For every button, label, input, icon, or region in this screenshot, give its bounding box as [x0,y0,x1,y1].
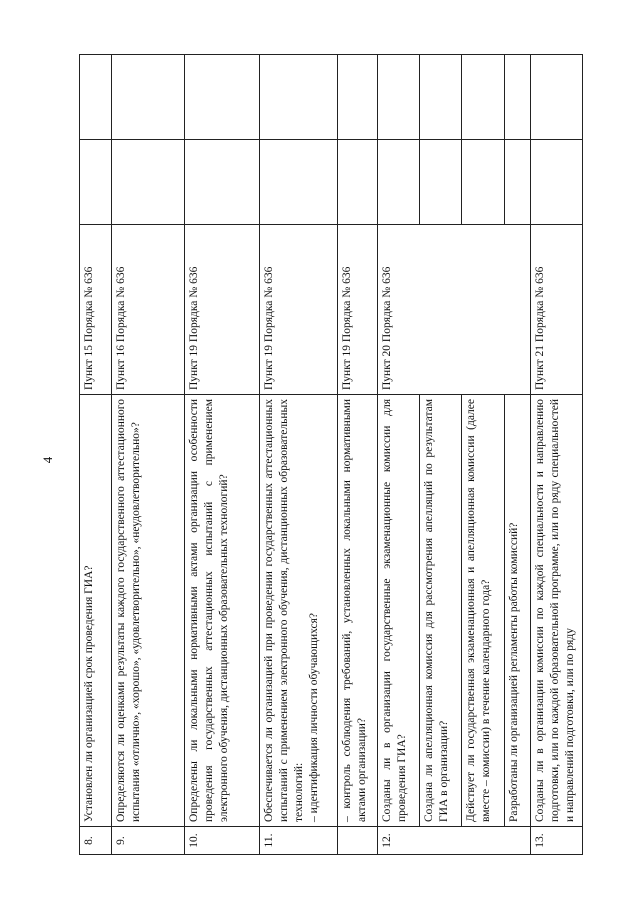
checklist-table [79,54,583,855]
answer-cell [505,140,531,225]
comment-cell [531,55,583,140]
comment-cell [260,55,338,140]
answer-cell [462,140,505,225]
answer-cell [185,140,260,225]
reference-cell: Пункт 21 Порядка № 636 [531,225,583,395]
reference-cell: Пункт 19 Порядка № 636 [260,225,338,395]
row-number: 8. [80,827,112,855]
question-cell: Действует ли государственная экзаменационная и апелляционная комиссии (далее вместе – комиссии) в течение календарного года? [462,395,505,827]
answer-cell [338,140,378,225]
reference-cell: Пункт 16 Порядка № 636 [112,225,185,395]
question-cell: Определены ли локальными нормативными актами организации особенности проведения государственных аттестационных испытаний с применением электронного обучения, дистанционных образовательных технологий? [185,395,260,827]
reference-cell: Пункт 19 Порядка № 636 [185,225,260,395]
table-row [462,55,505,855]
table-row [185,55,260,855]
comment-cell [420,55,462,140]
row-number: 10. [185,827,260,855]
question-cell: Определяются ли оценками результаты каждого государственного аттестационного испытания «отлично», «хорошо», «удовлетворительно», «неудовлетворительно»? [112,395,185,827]
answer-cell [112,140,185,225]
reference-cell: Пункт 15 Порядка № 636 [80,225,112,395]
table-row [338,55,378,855]
comment-cell [185,55,260,140]
question-cell [260,395,338,827]
table-row [80,55,112,855]
comment-cell [505,55,531,140]
comment-cell [338,55,378,140]
row-number: 11. [260,827,338,855]
question-cell: Установлен ли организацией срок проведения ГИА? [80,395,112,827]
answer-cell [80,140,112,225]
question-cell: Создана ли апелляционная комиссия для рассмотрения апелляций по результатам ГИА в организации? [420,395,462,827]
table-row [260,55,338,855]
answer-cell [420,140,462,225]
answer-cell [260,140,338,225]
table-row [112,55,185,855]
question-text: Обеспечивается ли организацией при проведении государственных аттестационных испытаний с применением электронного обучения, дистанционных образовательных технологий: [263,399,305,822]
rotated-table-wrapper [79,0,611,860]
row-number [338,827,378,855]
table-row [531,55,583,855]
comment-cell [112,55,185,140]
question-subitem: – идентификация личности обучающихся? [307,612,320,822]
question-cell: Созданы ли в организации государственные экзаменационные комиссии для проведения ГИА? [378,395,420,827]
row-number: 13. [531,827,583,855]
comment-cell [378,55,420,140]
answer-cell [378,140,420,225]
reference-cell: Пункт 20 Порядка № 636 [378,225,531,395]
reference-cell: Пункт 19 Порядка № 636 [338,225,378,395]
question-cell: Разработаны ли организацией регламенты работы комиссий? [505,395,531,827]
comment-cell [462,55,505,140]
table-row [505,55,531,855]
table-row [378,55,420,855]
question-cell: – контроль соблюдения требований, установленных локальными нормативными актами организации? [338,395,378,827]
page-number: 4 [40,456,55,464]
table-row [420,55,462,855]
row-number: 12. [378,827,531,855]
answer-cell [531,140,583,225]
question-cell: Созданы ли в организации комиссии по каждой специальности и направлению подготовки, или по каждой образовательной программе, или по ряду специальностей и направлений подготовки, или по ряду [531,395,583,827]
comment-cell [80,55,112,140]
row-number: 9. [112,827,185,855]
